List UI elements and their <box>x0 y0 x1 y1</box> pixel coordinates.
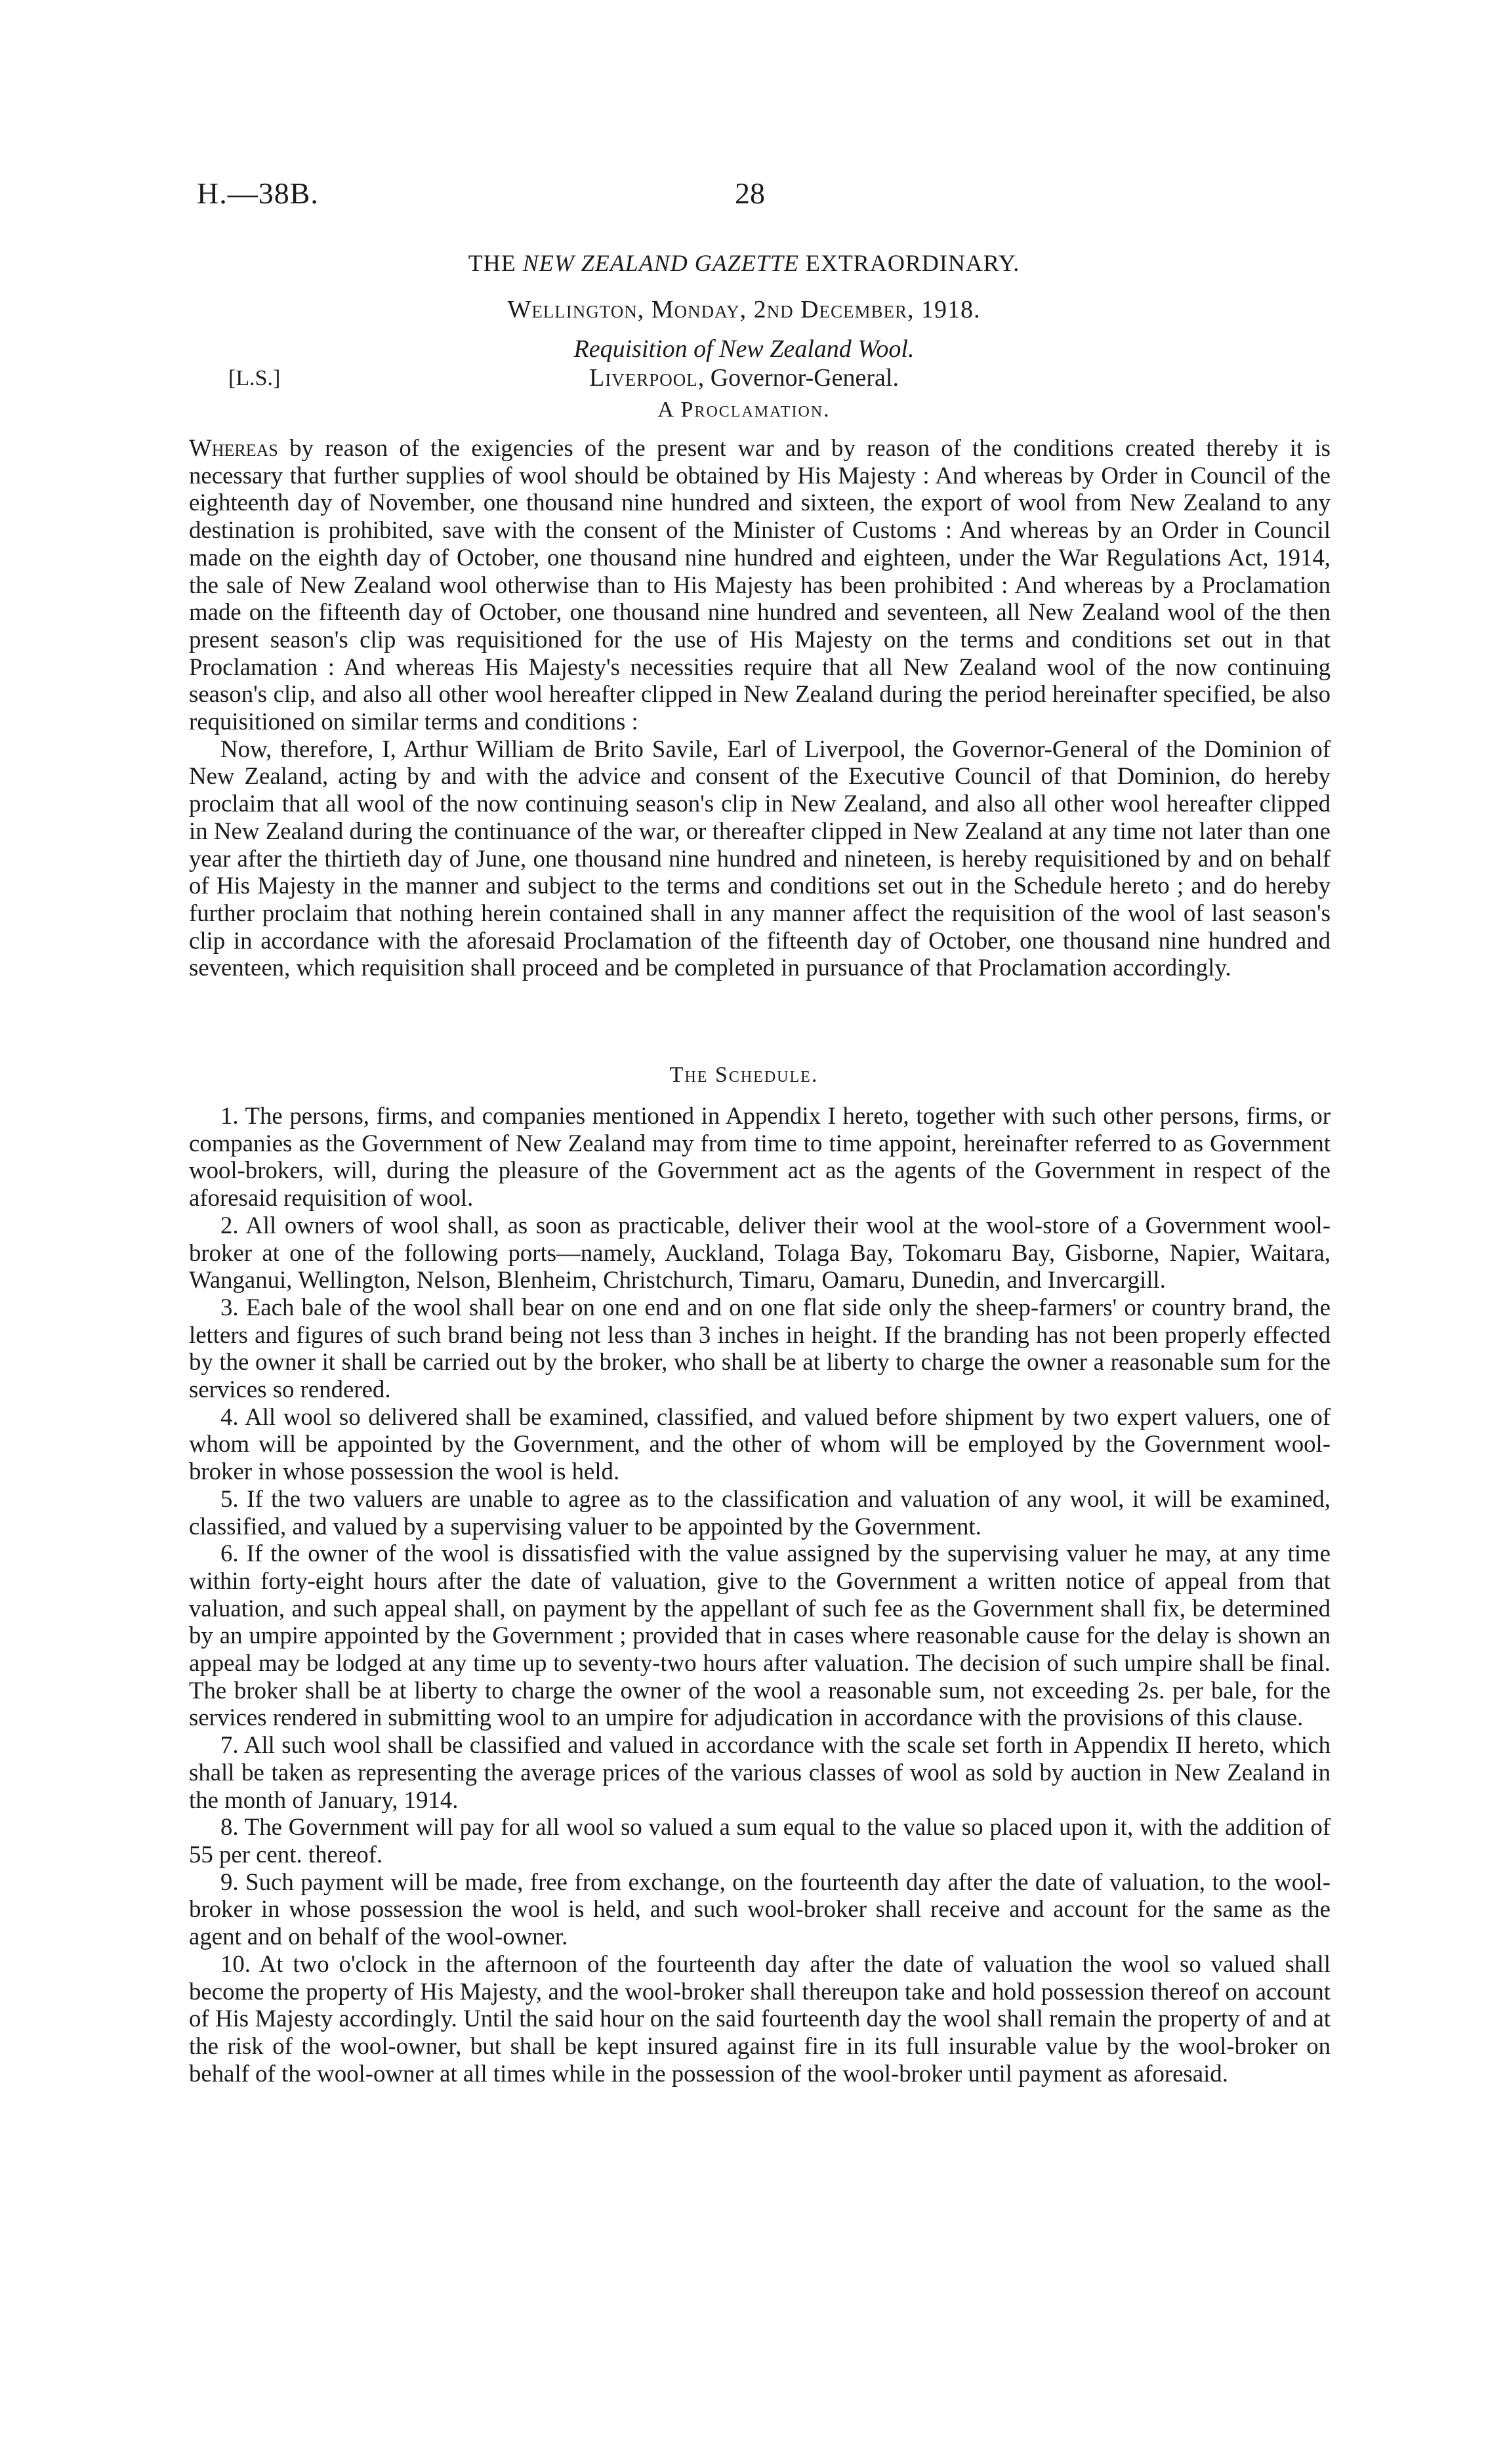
schedule-clause: 6. If the owner of the wool is dissatisfied with the value assigned by the supervising valuer he may, at any time within forty-eight hours after the date of valuation, give to the Government a written notice of appeal from that valuation, and such appeal shall, on payment by the appellant of such fee as the Government shall fix, be determined by an umpire appointed by the Government ; provided that in cases where reasonable cause for the delay is shown an appeal may be lodged at any time up to seventy-two hours after valuation. The decision of such umpire shall be final. The broker shall be at liberty to charge the owner of the wool a reasonable sum, not exceeding 2s. per bale, for the services rendered in submitting wool to an umpire for adjudication in accordance with the provisions of this clause. <box>189 1540 1331 1731</box>
governor-name: Liverpool <box>589 364 698 392</box>
schedule-clause: 8. The Government will pay for all wool so valued a sum equal to the value so placed upon it, with the addition of 55 per cent. thereof. <box>189 1813 1331 1868</box>
now-therefore-paragraph: Now, therefore, I, Arthur William de Brito Savile, Earl of Liverpool, the Governor-General of the Dominion of New Zealand, acting by and with the advice and consent of the Executive Council of that Dominion, do hereby proclaim that all wool of the now continuing season's clip in New Zealand, and also all other wool hereafter clipped in New Zealand during the continuance of the war, or thereafter clipped in New Zealand at any time not later than one year after the thirtieth day of June, one thousand nine hundred and nineteen, is hereby requisitioned by and on behalf of His Majesty in the manner and subject to the terms and conditions set out in the Schedule hereto ; and do hereby further proclaim that nothing herein contained shall in any manner affect the requisition of the wool of last season's clip in accordance with the aforesaid Proclamation of the fifteenth day of October, one thousand nine hundred and seventeen, which requisition shall proceed and be completed in pursuance of that Proclamation accordingly. <box>189 735 1331 981</box>
schedule-clause: 5. If the two valuers are unable to agree as to the classification and valuation of any wool, it will be examined, classified, and valued by a supervising valuer to be appointed by the Government. <box>189 1485 1331 1540</box>
schedule-clause: 3. Each bale of the wool shall bear on one end and on one flat side only the sheep-farmers' or country brand, the letters and figures of such brand being not less than 3 inches in height. If the branding has not been properly effected by the owner it shall be carried out by the broker, who shall be at liberty to charge the owner a reasonable sum for the services so rendered. <box>189 1293 1331 1403</box>
proclamation-heading: A Proclamation. <box>657 398 831 422</box>
schedule-clause: 4. All wool so delivered shall be examined, classified, and valued before shipment by two expert valuers, one of whom will be appointed by the Government, and the other of whom will be employed by the Government wool-broker in whose possession the wool is held. <box>189 1403 1331 1485</box>
gazette-title-pre: THE <box>468 250 516 276</box>
page-header <box>0 176 1488 228</box>
governor-title: , Governor-General. <box>697 364 899 392</box>
schedule-clause: 1. The persons, firms, and companies mentioned in Appendix I hereto, together with such other persons, firms, or companies as the Government of New Zealand may from time to time appoint, hereinafter referred to as Government wool-brokers, will, during the pleasure of the Government act as the agents of the Government in respect of the aforesaid requisition of wool. <box>189 1102 1331 1212</box>
schedule-clauses <box>189 1102 1331 2087</box>
gazette-title-italic: NEW ZEALAND GAZETTE <box>522 250 799 276</box>
whereas-lead: Whereas <box>189 434 278 461</box>
gazette-title-post: EXTRAORDINARY. <box>805 250 1020 276</box>
schedule-clause: 10. At two o'clock in the afternoon of the fourteenth day after the date of valuation the wool so valued shall become the property of His Majesty, and the wool-broker shall thereupon take and hold possession thereof on account of His Majesty accordingly. Until the said hour on the said fourteenth day the wool shall remain the property of and at the risk of the wool-owner, but shall be kept insured against fire in its full insurable value by the wool-broker on behalf of the wool-owner at all times while in the possession of the wool-broker until payment as aforesaid. <box>189 1950 1331 2087</box>
dateline: Wellington, Monday, 2nd December, 1918. <box>507 296 981 323</box>
gazette-title <box>0 249 1488 277</box>
whereas-paragraph <box>189 434 1331 735</box>
schedule-clause: 9. Such payment will be made, free from exchange, on the fourteenth day after the date of valuation, to the wool-broker in whose possession the wool is held, and such wool-broker shall receive and account for the same as the agent and on behalf of the wool-owner. <box>189 1868 1331 1950</box>
proclamation-subject: Requisition of New Zealand Wool. <box>573 335 915 363</box>
whereas-text: by reason of the exigencies of the present war and by reason of the conditions created thereby it is necessary that further supplies of wool should be obtained by His Majesty : And whereas by Order in Council of the eighteenth day of November, one thousand nine hundred and sixteen, the export of wool from New Zealand to any destination is prohibited, save with the consent of the Minister of Customs : And whereas by an Order in Council made on the eighth day of October, one thousand nine hundred and eighteen, under the War Regulations Act, 1914, the sale of New Zealand wool otherwise than to His Majesty has been prohibited : And whereas by a Proclamation made on the fifteenth day of October, one thousand nine hundred and seventeen, all New Zealand wool of the then present season's clip was requisitioned for the use of His Majesty on the terms and conditions set out in that Proclamation : And whereas His Majesty's necessities require that all New Zealand wool of the now continuing season's clip, and also all other wool hereafter clipped in New Zealand during the period hereinafter specified, be also requisitioned on similar terms and conditions : <box>189 434 1331 735</box>
proclamation-body <box>189 434 1331 981</box>
governor-line <box>0 363 1488 392</box>
schedule-clause: 7. All such wool shall be classified and valued in accordance with the scale set forth in Appendix II hereto, which shall be taken as representing the average prices of the various classes of wool as sold by auction in New Zealand in the month of January, 1914. <box>189 1731 1331 1813</box>
seal-mark: [L.S.] <box>228 366 281 390</box>
schedule-heading: The Schedule. <box>669 1063 819 1087</box>
page-number: 28 <box>735 176 765 210</box>
document-reference: H.—38B. <box>197 176 319 210</box>
schedule-clause: 2. All owners of wool shall, as soon as practicable, deliver their wool at the wool-store of a Government wool-broker at one of the following ports—namely, Auckland, Tolaga Bay, Tokomaru Bay, Gisborne, Napier, Waitara, Wanganui, Wellington, Nelson, Blenheim, Christchurch, Timaru, Oamaru, Dunedin, and Invercargill. <box>189 1211 1331 1294</box>
